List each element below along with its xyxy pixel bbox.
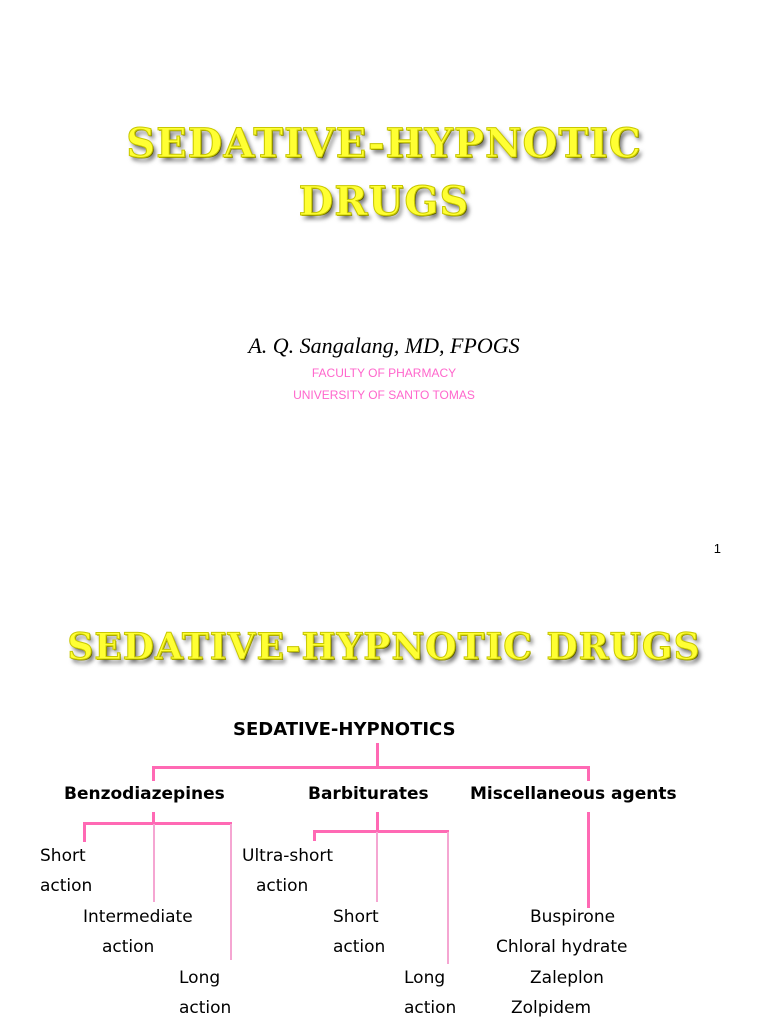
barb-ultrashort-label: Ultra-short [242, 846, 334, 866]
page-number: 1 [713, 541, 721, 556]
barb-branch-bar [313, 830, 449, 833]
slide-title [0, 115, 768, 231]
category-bar [152, 766, 590, 769]
barb-short-label: Short [333, 907, 379, 927]
barb-short-action: action [333, 937, 386, 957]
classification-slide [0, 580, 768, 1024]
misc-item-zolpidem: Zolpidem [511, 998, 592, 1018]
misc-item-buspirone: Buspirone [530, 907, 616, 927]
benzo-short-label: Short [40, 846, 86, 866]
barb-long-label: Long [404, 968, 446, 988]
category-miscellaneous: Miscellaneous agents [470, 784, 677, 804]
author-name: A. Q. Sangalang, MD, FPOGS [248, 333, 520, 358]
benzo-short-drop [83, 822, 86, 842]
benzo-branch-bar [83, 822, 232, 825]
benzo-long-drop [230, 824, 232, 960]
benzo-short-action: action [40, 876, 93, 896]
benzo-long-action: action [179, 998, 232, 1018]
barb-ultrashort-drop [313, 830, 316, 841]
barb-ultrashort-action: action [256, 876, 309, 896]
barb-short-drop [376, 832, 378, 902]
barb-connector [376, 812, 379, 832]
tree-root-label: SEDATIVE-HYPNOTICS [233, 719, 456, 740]
benzo-intermediate-label: Intermediate [83, 907, 193, 927]
affiliation-faculty: FACULTY OF PHARMACY [311, 366, 457, 380]
benzo-long-label: Long [179, 968, 221, 988]
misc-drop [587, 766, 590, 781]
barb-long-drop [447, 832, 449, 964]
benzo-intermediate-action: action [102, 937, 155, 957]
category-barbiturates: Barbiturates [308, 784, 429, 804]
slide-title: SEDATIVE-HYPNOTIC DRUGS [67, 626, 701, 668]
affiliation-university: UNIVERSITY OF SANTO TOMAS [293, 388, 475, 402]
category-benzodiazepines: Benzodiazepines [64, 784, 225, 804]
root-connector [376, 743, 379, 768]
benzo-drop [152, 766, 155, 781]
misc-item-zaleplon: Zaleplon [530, 968, 604, 988]
misc-item-chloral-hydrate: Chloral hydrate [496, 937, 628, 957]
benzo-intermediate-drop [153, 824, 155, 902]
misc-connector [587, 812, 590, 908]
title-line-1: SEDATIVE-HYPNOTIC [126, 120, 642, 167]
title-line-2: DRUGS [298, 178, 470, 225]
barb-long-action: action [404, 998, 457, 1018]
